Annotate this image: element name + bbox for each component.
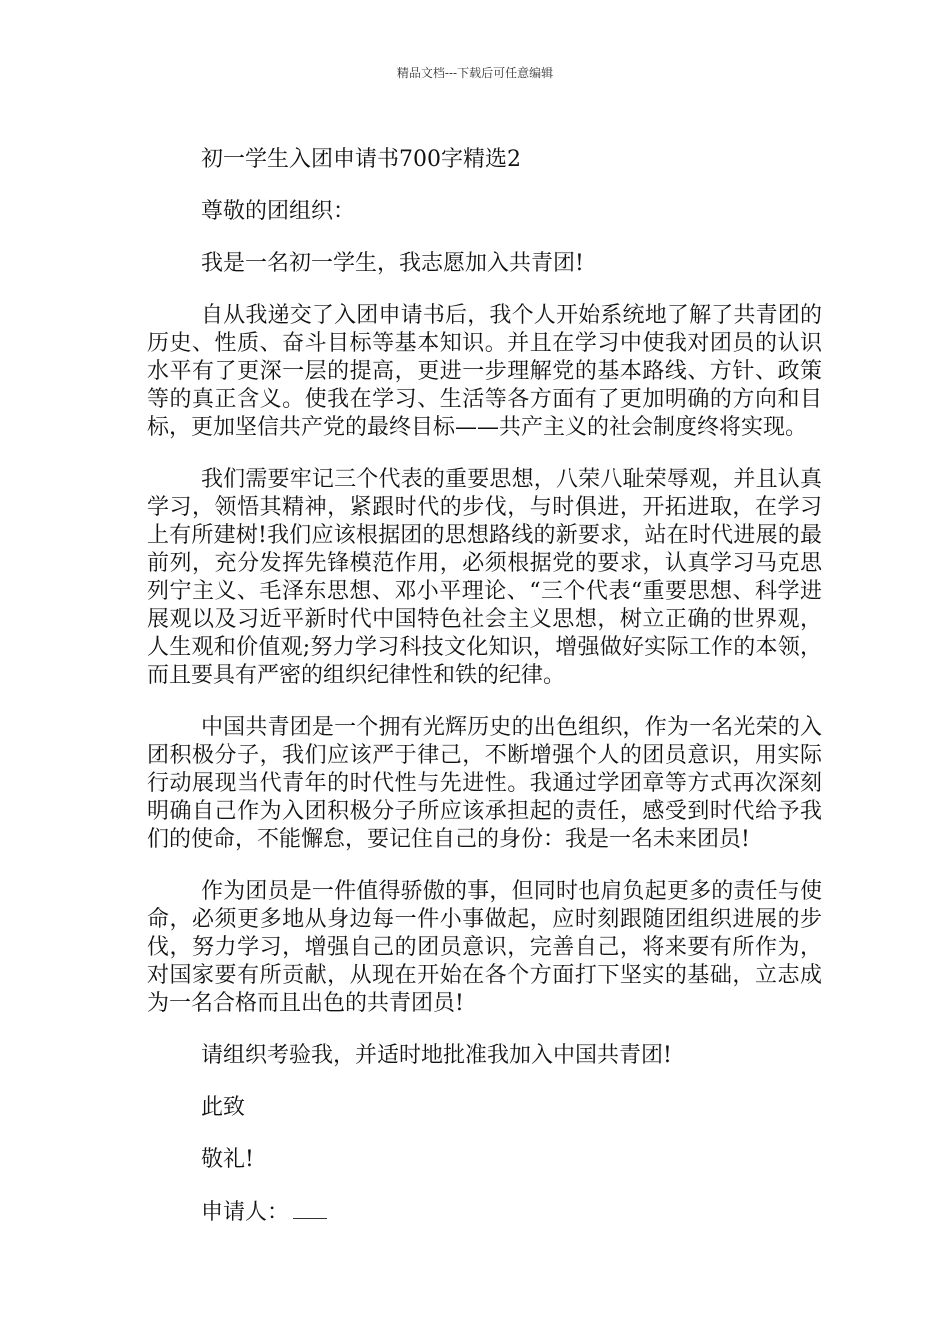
applicant-line: [147, 1198, 822, 1227]
closing-line: 敬礼!: [201, 1147, 254, 1172]
page-header: 精品文档---下载后可任意编辑: [396, 66, 554, 80]
document-title: 初一学生入团申请书700字精选2: [201, 147, 521, 172]
body-paragraph: 中国共青团是一个拥有光辉历史的出色组织，作为一名光荣的入团积极分子，我们应该严于律己，不断增强个人的团员意识，用实际行动展现当代青年的时代性与先进性。我通过学团章等方式再次深刻明确自己作为入团积极分子所应该承担起的责任，感受到时代给予我们的使命，不能懈怠，要记住自己的身份：我是一名未来团员!: [147, 715, 822, 852]
applicant-label: 申请人：: [201, 1200, 290, 1225]
salutation: 尊敬的团组织：: [201, 199, 356, 224]
body-paragraph: 自从我递交了入团申请书后，我个人开始系统地了解了共青团的历史、性质、奋斗目标等基本知识。并且在学习中使我对团员的认识水平有了更深一层的提高，更进一步理解党的基本路线、方针、政策等的真正含义。使我在学习、生活等各方面有了更加明确的方向和目标，更加坚信共产党的最终目标——共产主义的社会制度终将实现。: [147, 303, 822, 440]
signature-blank: [293, 1198, 327, 1219]
closing-line: 此致: [201, 1095, 246, 1120]
body-paragraph: 我们需要牢记三个代表的重要思想，八荣八耻荣辱观，并且认真学习，领悟其精神，紧跟时代的步伐，与时俱进，开拓进取，在学习上有所建树!我们应该根据团的思想路线的新要求，站在时代进展的最前列，充分发挥先锋模范作用，必须根据党的要求，认真学习马克思列宁主义、毛泽东思想、邓小平理论、“三个代表“重要思想、科学进展观以及习近平新时代中国特色社会主义思想，树立正确的世界观，人生观和价值观;努力学习科技文化知识，增强做好实际工作的本领，而且要具有严密的组织纪律性和铁的纪律。: [147, 467, 822, 688]
intro-line: 我是一名初一学生，我志愿加入共青团!: [201, 251, 584, 276]
request-line: 请组织考验我，并适时地批准我加入中国共青团!: [201, 1043, 672, 1068]
body-paragraph: 作为团员是一件值得骄傲的事，但同时也肩负起更多的责任与使命，必须更多地从身边每一件小事做起，应时刻跟随团组织进展的步伐，努力学习，增强自己的团员意识，完善自己，将来要有所作为，对国家要有所贡献，从现在开始在各个方面打下坚实的基础，立志成为一名合格而且出色的共青团员!: [147, 879, 822, 1016]
document-body: [147, 146, 822, 1251]
